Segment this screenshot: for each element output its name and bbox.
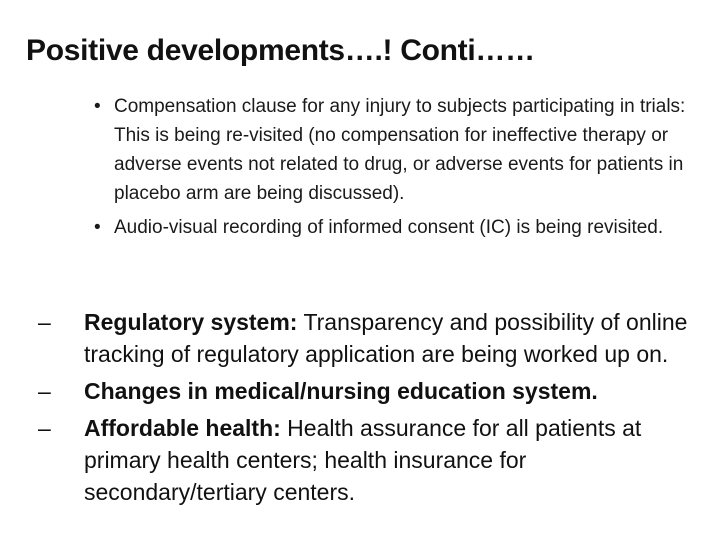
main-bullet-heading: Changes in medical/nursing education system. — [84, 378, 598, 404]
slide-title: Positive developments….! Conti…… — [26, 34, 535, 67]
main-bullet-list — [38, 306, 706, 513]
main-bullet-text: Transparency and possibility of online tracking of regulatory application are being worked up on. — [84, 309, 688, 367]
sub-bullet-list — [94, 92, 704, 247]
dash-marker: – — [38, 415, 51, 441]
main-bullet-item — [38, 306, 706, 370]
dash-marker: – — [38, 378, 51, 404]
bullet-marker: • — [94, 96, 101, 117]
sub-bullet-text: Audio-visual recording of informed consent (IC) is being revisited. — [114, 217, 664, 238]
main-bullet-heading: Regulatory system: — [84, 309, 298, 335]
main-bullet-item — [38, 412, 706, 508]
bullet-marker: • — [94, 217, 101, 238]
dash-marker: – — [38, 309, 51, 335]
sub-bullet-text: Compensation clause for any injury to subjects participating in trials: This is being re-visited (no compensation for ineffective therapy or adverse events not related to drug, or adverse events for patients in placebo arm are being discussed). — [114, 96, 686, 204]
sub-bullet-item — [94, 213, 704, 242]
sub-bullet-item — [94, 92, 704, 208]
main-bullet-text: Health assurance for all patients at primary health centers; health insurance for secondary/tertiary centers. — [84, 415, 642, 505]
main-bullet-heading: Affordable health: — [84, 415, 281, 441]
main-bullet-item — [38, 375, 706, 407]
